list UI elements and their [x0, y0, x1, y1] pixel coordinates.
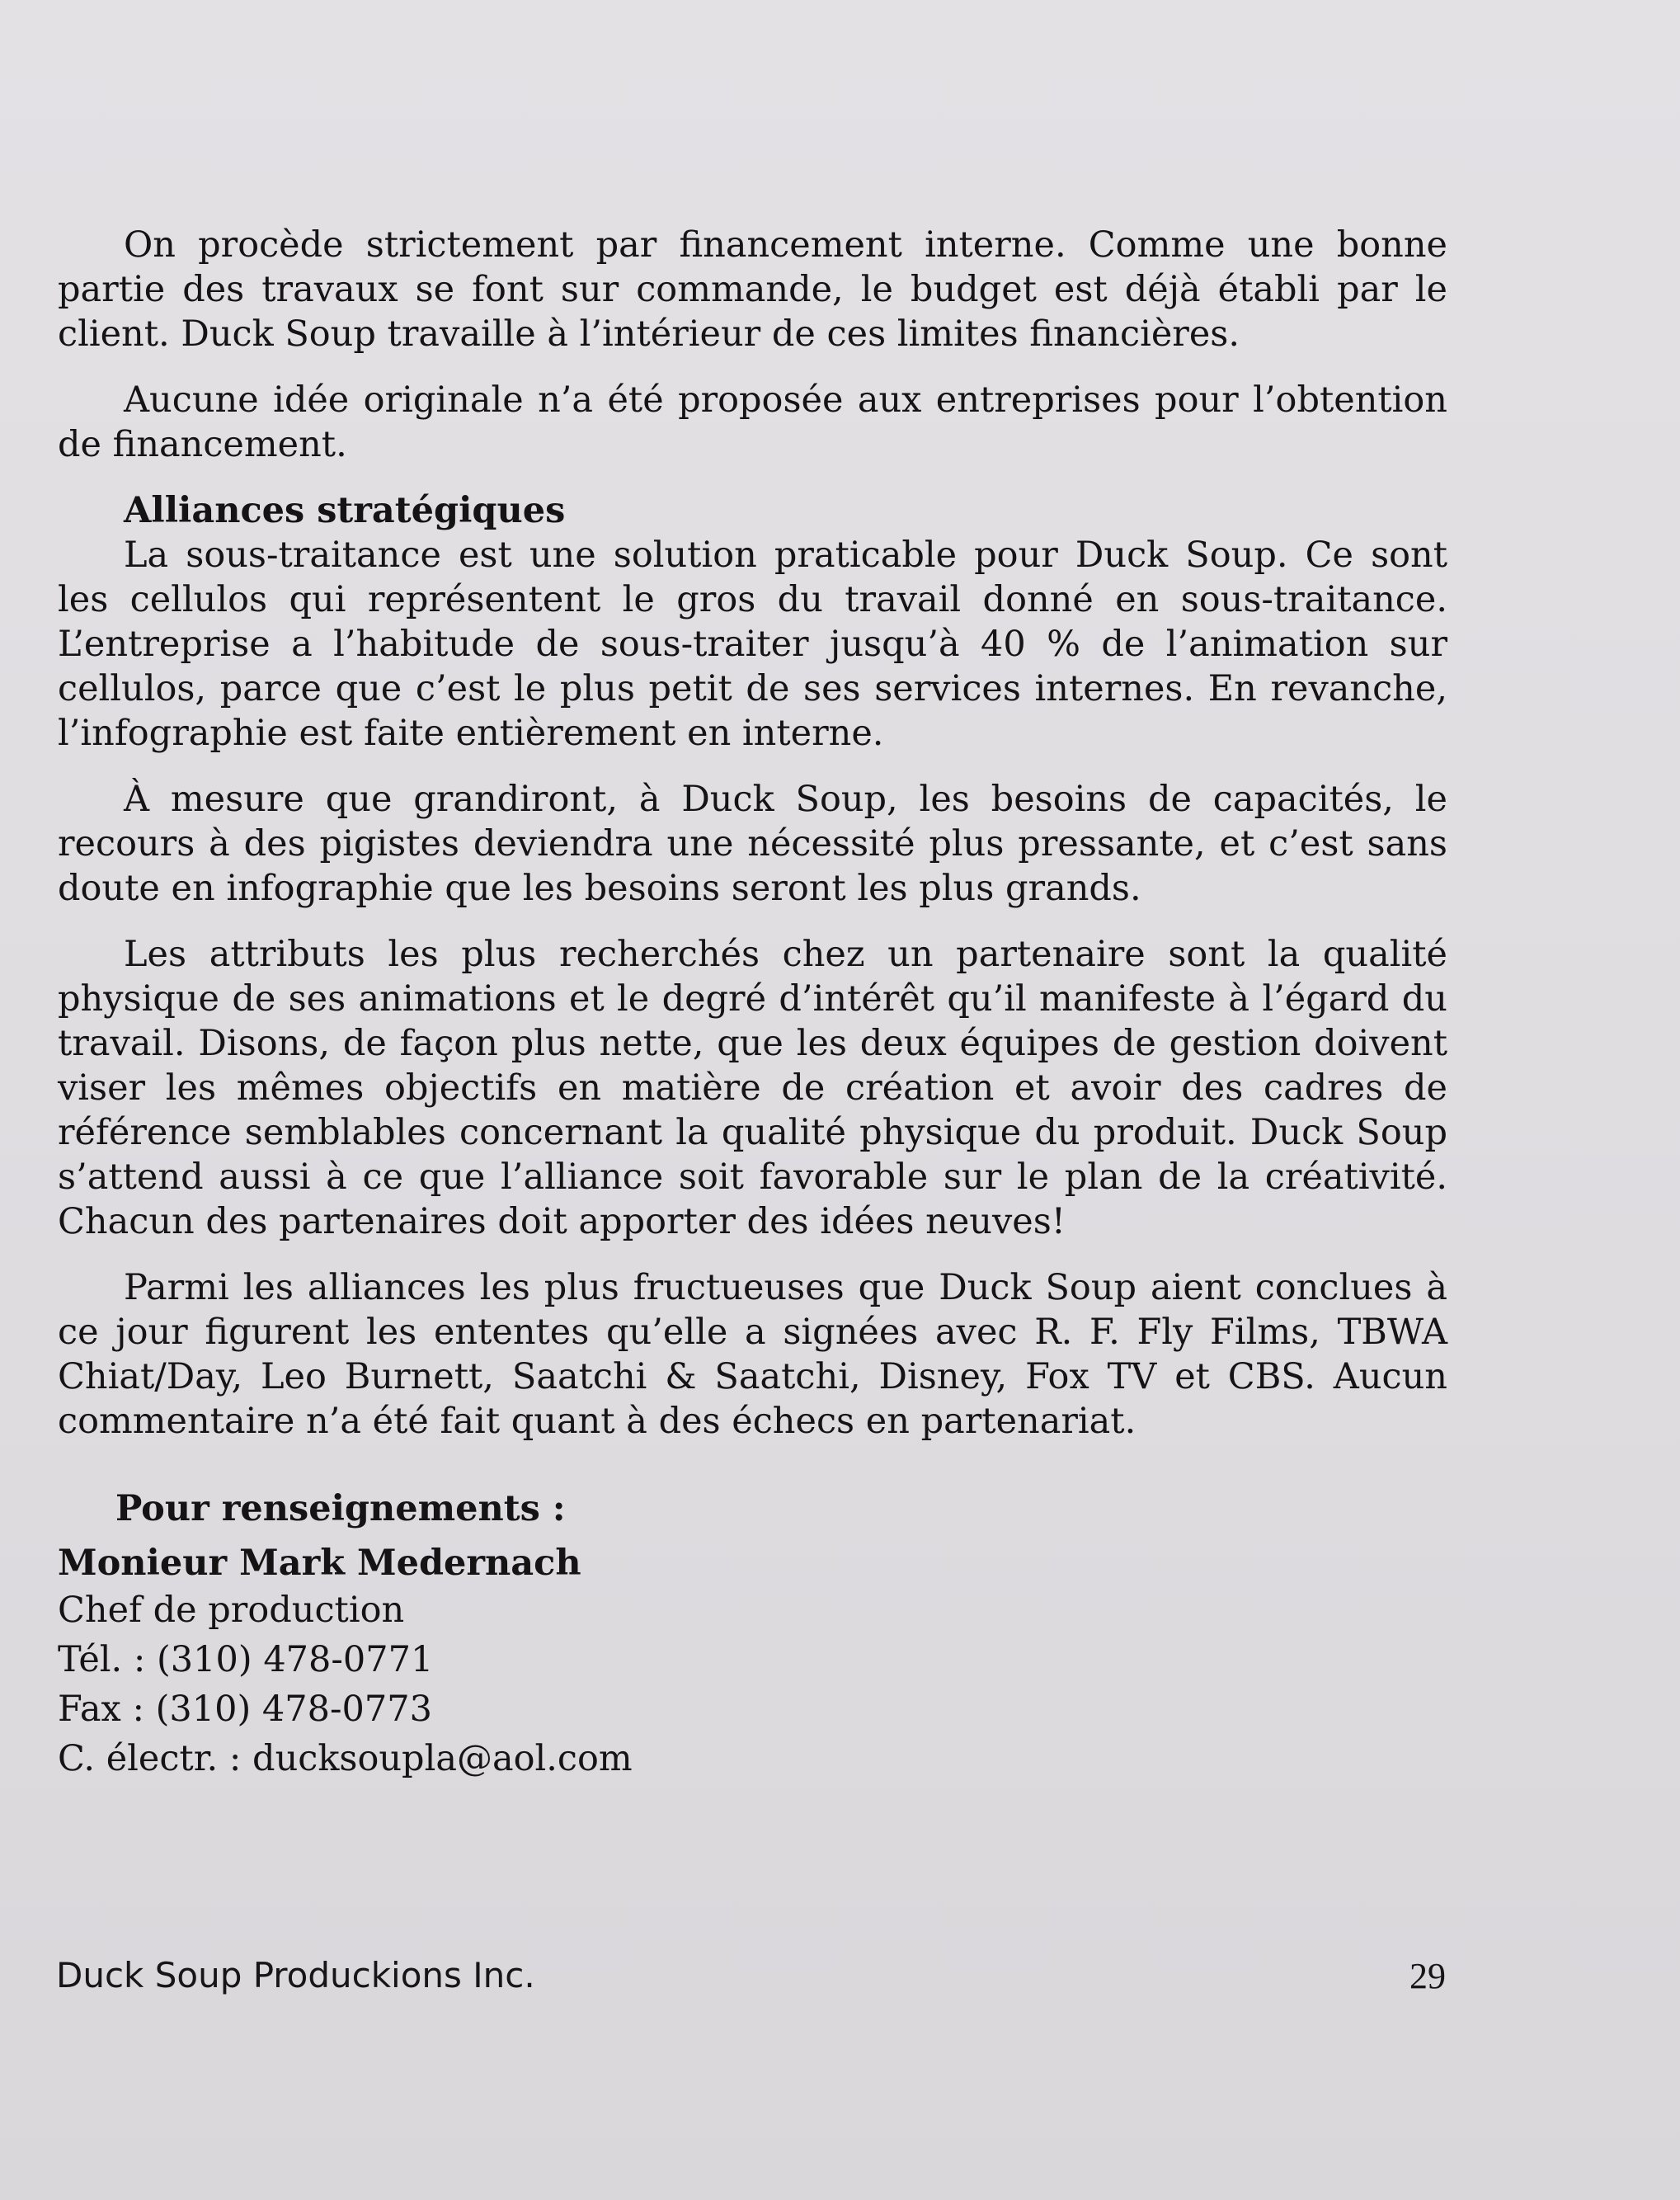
- page-footer: [56, 1955, 1446, 2004]
- paragraph-subcontracting: La sous-traitance est une solution praticable pour Duck Soup. Ce sont les cellulos qui représentent le gros du travail donné en sous-traitance. L’entreprise a l’habitude de sous-traiter jusqu’à 40 % de l’animation sur cellulos, parce que c’est le plus petit de ses services internes. En revanche, l’infographie est faite entièrement en interne.: [58, 535, 1447, 754]
- contact-email: C. électr. : ducksoupla@aol.com: [58, 1738, 633, 1779]
- footer-company-name: Duck Soup Produckions Inc.: [56, 1955, 535, 1995]
- paragraph-alliances-list: Parmi les alliances les plus fructueuses que Duck Soup aient conclues à ce jour figurent les ententes qu’elle a signées avec R. F. Fly Films, TBWA Chiat/Day, Leo Burnett, Saatchi & Saatchi, Disney, Fox TV et CBS. Aucun commentaire n’a été fait quant à des échecs en partenariat.: [58, 1267, 1447, 1442]
- page-number: 29: [1409, 1956, 1446, 1996]
- contact-fax: Fax : (310) 478-0773: [58, 1689, 432, 1730]
- contact-heading: Pour renseignements :: [115, 1488, 566, 1529]
- contact-name: Monieur Mark Medernach: [58, 1543, 581, 1584]
- page-body: [58, 223, 1447, 1783]
- paragraph-partner-attributes: Les attributs les plus recherchés chez un partenaire sont la qualité physique de ses animations et le degré d’intérêt qu’il manifeste à l’égard du travail. Disons, de façon plus nette, que les deux équipes de gestion doivent viser les mêmes objectifs en matière de création et avoir des cadres de référence semblables concernant la qualité physique du produit. Duck Soup s’attend aussi à ce que l’alliance soit favorable sur le plan de la créativité. Chacun des partenaires doit apporter des idées neuves!: [58, 934, 1447, 1242]
- contact-phone: Tél. : (310) 478-0771: [58, 1639, 434, 1680]
- paragraph-freelancers: À mesure que grandiront, à Duck Soup, les besoins de capacités, le recours à des pigistes deviendra une nécessité plus pressante, et c’est sans doute en infographie que les besoins seront les plus grands.: [58, 779, 1447, 909]
- contact-title: Chef de production: [58, 1590, 405, 1631]
- section-heading-alliances: Alliances stratégiques: [124, 490, 566, 531]
- paragraph-original-ideas: Aucune idée originale n’a été proposée aux entreprises pour l’obtention de financement.: [58, 379, 1447, 465]
- paragraph-financing: On procède strictement par financement interne. Comme une bonne partie des travaux se font sur commande, le budget est déjà établi par le client. Duck Soup travaille à l’intérieur de ces limites financières.: [58, 224, 1447, 355]
